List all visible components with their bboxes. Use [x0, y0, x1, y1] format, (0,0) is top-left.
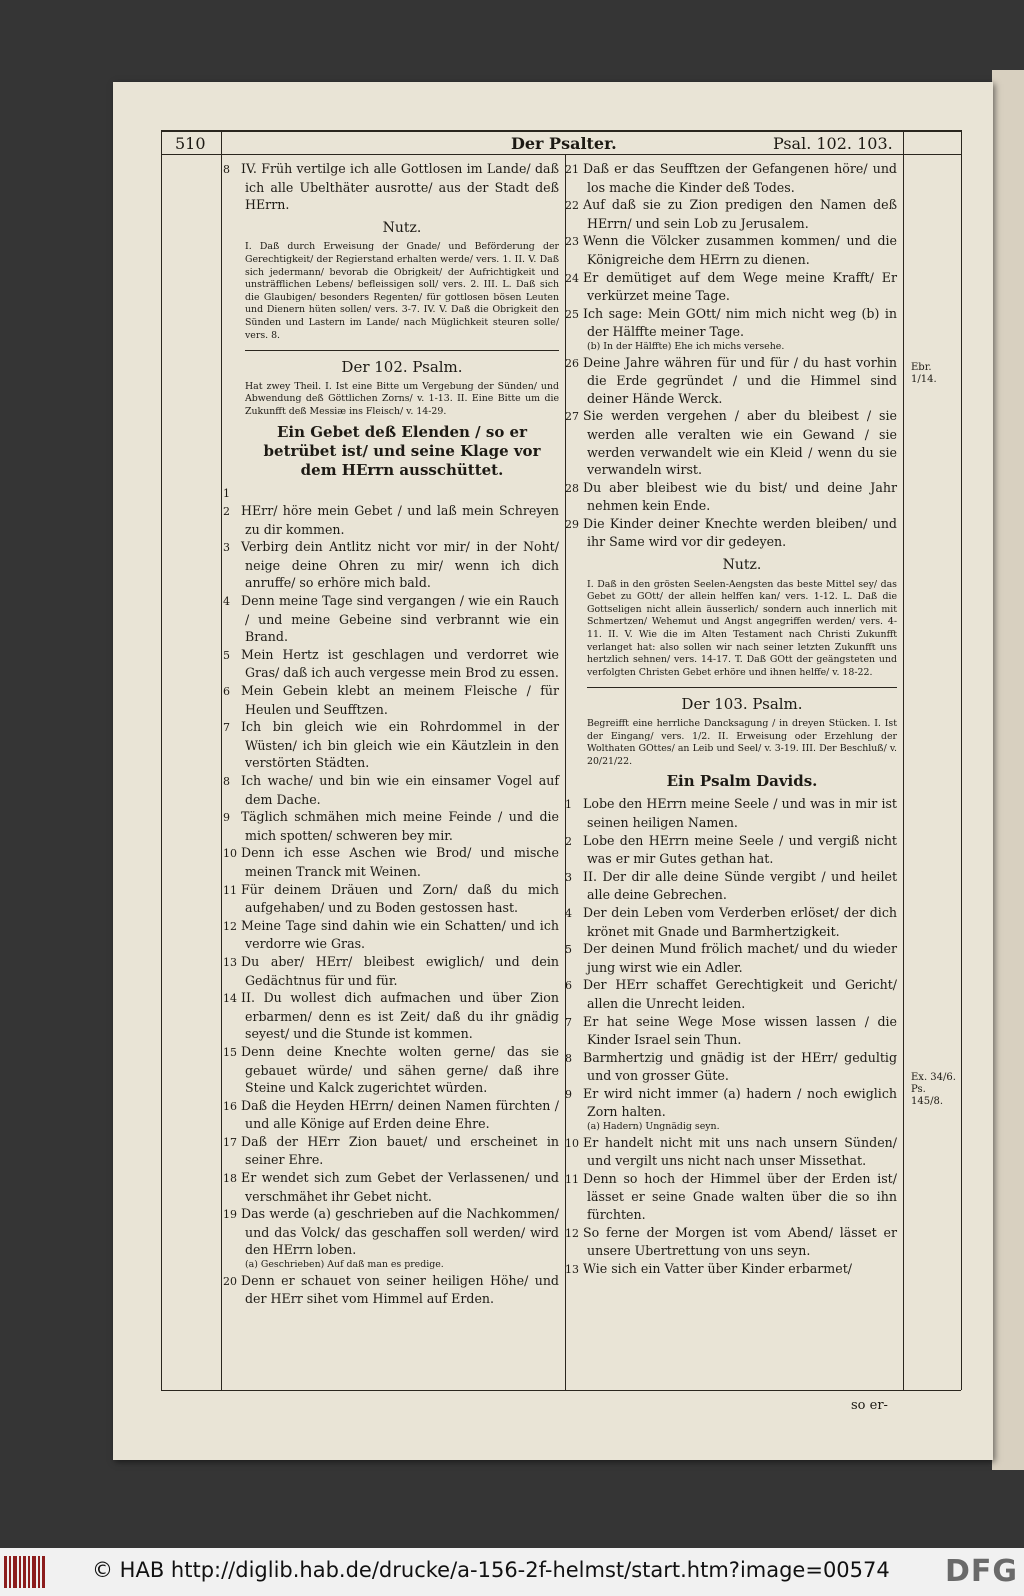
verse [223, 502, 559, 538]
page-frame-center [565, 154, 566, 1390]
verse [565, 795, 897, 831]
verse-text: Der deinen Mund frölich machet/ und du wieder jung wirst wie ein Adler. [583, 941, 897, 975]
verse-text: (a) Geschrieben) Auf daß man es predige. [245, 1259, 444, 1271]
verse-text: Ich sage: Mein GOtt/ nim mich nicht weg (b) in der Hälffte meiner Tage. [583, 305, 897, 340]
verse-number: 5 [565, 943, 572, 957]
verse-text: Die Kinder deiner Knechte werden bleiben/ und ihr Same wird vor dir gedeyen. [583, 515, 897, 550]
verse-number: 26 [565, 356, 579, 370]
page-frame-left [161, 130, 162, 1390]
footnote [587, 1121, 897, 1134]
verse [565, 1260, 897, 1279]
psalm-102-heading: Ein Gebet deß Elenden / so er betrübet ist/ und seine Klage vor dem HErrn ausschüttet. [263, 422, 541, 479]
section-marker: IV. [241, 161, 257, 176]
verse [565, 269, 897, 305]
verse-number: 10 [565, 1136, 579, 1150]
verse-text: Das werde (a) geschrieben auf die Nachkommen/ und das Volck/ das geschaffen soll werden/ wird den HErrn loben. [241, 1206, 559, 1258]
footnote [245, 1259, 559, 1272]
verse-text: Wenn die Völcker zusammen kommen/ und die Königreiche dem HErrn zu dienen. [583, 233, 897, 267]
page-frame-header-bottom [161, 154, 961, 155]
verse-number: 1 [565, 798, 572, 812]
nutz-heading: Nutz. [382, 219, 422, 236]
verse [565, 1134, 897, 1170]
psalm-103-summary: Begreifft eine herrliche Dancksagung / in dreyen Stücken. I. Ist der Eingang/ vers. 1/2. II. Erweisung oder Erzehlung der Wolthaten GOttes/ an Leib und Seel/ v. 3-19. III. Der Beschluß/ v. 20/21/22. [587, 718, 897, 767]
verse [565, 1013, 897, 1049]
verse-number: 13 [223, 955, 237, 969]
verse-text: Daß die Heyden HErrn/ deinen Namen fürchten / und alle Könige auf Erden deine Ehre. [241, 1097, 559, 1132]
verse-number: 12 [565, 1226, 579, 1240]
verse [565, 479, 897, 515]
verse-text: Ich bin gleich wie ein Rohrdommel in der Wüsten/ ich bin gleich wie ein Käutzlein in den verstörten Städten. [241, 719, 559, 771]
verse-number: 21 [565, 163, 579, 176]
copyright-url[interactable]: © HAB http://diglib.hab.de/drucke/a-156-2f-helmst/start.htm?image=00574 [92, 1558, 890, 1582]
verse-text: Lobe den HErrn meine Seele / und was in mir ist seinen heiligen Namen. [583, 796, 897, 830]
verse-number: 11 [223, 883, 237, 897]
verse [565, 232, 897, 268]
section-divider [245, 350, 559, 351]
verse [565, 354, 897, 408]
verse-text: Er handelt nicht mit uns nach unsern Sünden/ und vergilt uns nicht nach unser Missethat. [583, 1134, 897, 1169]
page-frame-right [961, 130, 962, 1390]
verse-number: 10 [223, 847, 237, 861]
page-frame-inner-left [221, 130, 222, 1390]
verse-text: Du aber bleibest wie du bist/ und deine Jahr nehmen kein Ende. [583, 479, 897, 514]
verse [223, 989, 559, 1043]
verse [565, 407, 897, 478]
verse-text: Denn ich esse Aschen wie Brod/ und mische meinen Tranck mit Weinen. [241, 845, 559, 879]
verse-number: 24 [565, 271, 579, 285]
verse-number: 4 [223, 595, 230, 609]
right-column [565, 160, 897, 1278]
verse [565, 832, 897, 868]
verse-text: Mein Gebein klebt an meinem Fleische / für Heulen und Seufftzen. [241, 683, 559, 717]
psalm-102-summary: Hat zwey Theil. I. Ist eine Bitte um Vergebung der Sünden/ und Abwendung deß Göttlichen Zorns/ v. 1-13. II. Eine Bitte um die Zukunfft deß Messiæ ins Fleisch/ v. 14-29. [245, 380, 559, 417]
nutz-text: I. Daß in den grösten Seelen-Aengsten das beste Mittel sey/ das Gebet zu GOtt/ der allein helffen kan/ vers. 1-12. L. Daß die Gottseligen nicht allein äusserlich/ sondern auch innerlich mit Schmertzen/ Wehemut und Angst angegriffen werden/ vers. 4-11. II. V. Wie die im Alten Testament nach Christi Zukunfft verlanget hat: also sollen wir nach seiner letzten Zukunfft uns hertzlich sehnen/ vers. 14-17. T. Daß GOtt der geängsteten und verfolgten Christen Gebet erhöre und ihnen helffe/ v. 18-22. [587, 578, 897, 678]
verse-number: 8 [223, 163, 230, 176]
verse-number: 22 [565, 199, 579, 213]
verse-number: 28 [565, 481, 579, 495]
psalm-103-title: Der 103. Psalm. [681, 695, 803, 714]
verse-text: Für deinem Dräuen und Zorn/ daß du mich aufgehaben/ und zu Boden gestossen hast. [241, 881, 559, 916]
verse-number: 14 [223, 992, 237, 1006]
verse-number: 9 [565, 1087, 572, 1101]
verse-number: 17 [223, 1135, 237, 1149]
verse [565, 160, 897, 196]
verse [223, 1097, 559, 1133]
verse-text: Daß der HErr Zion bauet/ und erscheinet in seiner Ehre. [241, 1133, 559, 1168]
psalm-102-verses-continued [565, 160, 897, 551]
psalm-102-title: Der 102. Psalm. [341, 358, 463, 377]
footnote [587, 341, 897, 354]
library-barcode-icon [4, 1556, 48, 1588]
verse-number: 2 [565, 834, 572, 848]
dfg-logo: DFG [944, 1554, 1018, 1589]
verse-text: Sie werden vergehen / aber du bleibest / sie werden alle veralten wie ein Gewand / sie werden verwandelt wie ein Kleid / wenn du sie verwandeln wirst. [583, 408, 897, 478]
verse [223, 917, 559, 953]
verse [223, 1133, 559, 1169]
verse-text: Du aber/ HErr/ bleibest ewiglich/ und dein Gedächtnus für und für. [241, 953, 559, 988]
section-divider [587, 687, 897, 688]
verse-number: 2 [223, 505, 230, 519]
verse [223, 844, 559, 880]
verse [223, 718, 559, 772]
verse-text: Ich wache/ und bin wie ein einsamer Vogel auf dem Dache. [241, 773, 559, 807]
verse-number: 16 [223, 1099, 237, 1113]
verse [223, 646, 559, 682]
verse [223, 1043, 559, 1097]
verse-text: HErr/ höre mein Gebet / und laß mein Schreyen zu dir kommen. [241, 503, 559, 537]
verse-number: 23 [565, 235, 579, 249]
verse [565, 868, 897, 904]
margin-note-ebr: Ebr. 1/14. [911, 362, 937, 385]
verse-text: Der HErr schaffet Gerechtigkeit und Gericht/ allen die Unrecht leiden. [583, 977, 897, 1011]
verse-text: Mein Hertz ist geschlagen und verdorret wie Gras/ daß ich auch vergesse mein Brod zu essen. [241, 646, 559, 681]
verse-number: 3 [565, 870, 572, 884]
verse [223, 881, 559, 917]
verse [565, 1170, 897, 1224]
verse-text: Denn so hoch der Himmel über der Erden ist/ lässet er seine Gnade walten über die so ihn fürchten. [583, 1170, 897, 1223]
verse-number: 9 [223, 811, 230, 825]
verse [223, 772, 559, 808]
verse-number: 6 [223, 685, 230, 699]
verse-number: 6 [565, 979, 572, 993]
verse-text: Er wird nicht immer (a) hadern / noch ewiglich Zorn halten. [583, 1085, 897, 1120]
verse-number: 19 [223, 1208, 237, 1222]
book-page [113, 82, 993, 1460]
verse-text: Der dein Leben vom Verderben erlöset/ der dich krönet mit Gnade und Barmhertzigkeit. [583, 904, 897, 939]
verse [565, 940, 897, 976]
verse [223, 953, 559, 989]
verse-number: 15 [223, 1045, 237, 1059]
running-psalm-range: Psal. 102. 103. [773, 134, 893, 153]
verse-number: 7 [223, 721, 230, 735]
verse-number: 18 [223, 1172, 237, 1186]
verse-number: 4 [565, 906, 572, 920]
left-column [223, 160, 559, 1308]
verse-number: 27 [565, 410, 579, 424]
verse-text: So ferne der Morgen ist vom Abend/ lässet er unsere Ubertrettung von uns seyn. [583, 1224, 897, 1259]
verse-text: Er hat seine Wege Mose wissen lassen / die Kinder Israel sein Thun. [583, 1013, 897, 1048]
verse [223, 592, 559, 646]
page-number: 510 [175, 134, 206, 153]
verse [223, 484, 559, 503]
verse-number: 11 [565, 1172, 579, 1186]
nutz-text: I. Daß durch Erweisung der Gnade/ und Beförderung der Gerechtigkeit/ der Regierstand erhalten werde/ vers. 1. II. V. Daß sich jedermann/ bevorab die Obrigkeit/ der Aufrichtigkeit und unsträfflichen Lebens/ befleissigen soll/ vers. 2. III. L. Daß sich die Glaubigen/ besonders Regenten/ für gottlosen bösen Leuten und Dienern hüten sollen/ vers. 3-7. IV. V. Daß die Obrigkeit den Sünden und Lastern im Lande/ nach Müglichkeit steuren solle/ vers. 8. [245, 241, 559, 341]
verse-number: 8 [223, 775, 230, 788]
page-frame-inner-right [903, 130, 904, 1390]
catchword: so er- [851, 1398, 888, 1413]
verse [565, 515, 897, 551]
verse [223, 682, 559, 718]
verse [223, 1205, 559, 1259]
verse [565, 196, 897, 232]
page-frame-top [161, 130, 961, 132]
verse-number: 5 [223, 648, 230, 662]
verse-number: 8 [565, 1051, 572, 1065]
verse-number: 29 [565, 517, 579, 531]
verse-text: Er wendet sich zum Gebet der Verlassenen/ und verschmähet ihr Gebet nicht. [241, 1170, 559, 1204]
verse-number: 12 [223, 919, 237, 933]
verse-text: Auf daß sie zu Zion predigen den Namen deß HErrn/ und sein Lob zu Jerusalem. [583, 197, 897, 231]
verse [565, 305, 897, 341]
verse-text: Deine Jahre währen für und für / du hast vorhin die Erde gegründet / und die Himmel sind deiner Hände Werck. [583, 354, 897, 406]
verse-text: Täglich schmähen mich meine Feinde / und die mich spotten/ schweren bey mir. [241, 809, 559, 843]
verse-text: Wie sich ein Vatter über Kinder erbarmet/ [583, 1260, 853, 1276]
verse-text: (a) Hadern) Ungnädig seyn. [587, 1121, 720, 1133]
verse-number: 1 [223, 486, 230, 500]
running-title: Der Psalter. [511, 134, 617, 153]
verse [565, 1085, 897, 1121]
verse [565, 976, 897, 1012]
verse-text: Daß er das Seufftzen der Gefangenen höre/ und los mache die Kinder deß Todes. [583, 161, 897, 195]
verse [223, 1169, 559, 1205]
footer-bar [0, 1548, 1024, 1596]
verse-text: Früh vertilge ich alle Gottlosen im Lande/ daß ich alle Ubelthäter ausrotte/ aus der Stadt deß HErrn. [245, 161, 559, 213]
verse-text: Verbirg dein Antlitz nicht vor mir/ in der Noht/ neige deine Ohren zu mir/ wenn ich dich anruffe/ so erhöre mich bald. [241, 539, 559, 591]
verse-text: II. Der dir alle deine Sünde vergibt / und heilet alle deine Gebrechen. [583, 868, 897, 903]
verse [223, 808, 559, 844]
verse-number: 20 [223, 1274, 237, 1288]
verse [223, 538, 559, 592]
verse-text: II. Du wollest dich aufmachen und über Zion erbarmen/ denn es ist Zeit/ daß du ihr gnädig seyest/ und die Stunde ist kommen. [241, 990, 559, 1042]
next-page-edge [992, 70, 1024, 1470]
verse-text: (b) In der Hälffte) Ehe ich michs versehe. [587, 340, 785, 352]
verse-text: Denn deine Knechte wolten gerne/ das sie gebauet würde/ und sähen gerne/ daß ihre Steine und Kalck zugerichtet würden. [241, 1043, 559, 1096]
verse-text: Denn er schauet von seiner heiligen Höhe/ und der HErr sihet vom Himmel auf Erden. [241, 1272, 559, 1307]
nutz-heading: Nutz. [722, 557, 762, 574]
verse-text: Barmhertzig und gnädig ist der HErr/ gedultig und von grosser Güte. [583, 1049, 897, 1084]
verse-text: Denn meine Tage sind vergangen / wie ein Rauch / und meine Gebeine sind verbrannt wie ein Brand. [241, 593, 559, 645]
verse-text: Lobe den HErrn meine Seele / und vergiß nicht was er mir Gutes gethan hat. [583, 832, 897, 867]
verse-number: 13 [565, 1262, 579, 1276]
verse [565, 904, 897, 940]
verse [565, 1049, 897, 1085]
verse-number: 25 [565, 307, 579, 321]
margin-note-ex: Ex. 34/6. Ps. 145/8. [911, 1072, 956, 1107]
psalm-102-verses [223, 484, 559, 1308]
verse-text: Er demütiget auf dem Wege meine Krafft/ Er verkürzet meine Tage. [583, 269, 897, 304]
verse-number: 3 [223, 541, 230, 555]
verse-101-8 [223, 160, 559, 214]
page-frame-bottom [161, 1390, 961, 1391]
verse-number: 7 [565, 1015, 572, 1029]
verse [565, 1224, 897, 1260]
psalm-103-heading: Ein Psalm Davids. [666, 772, 818, 791]
verse [223, 1272, 559, 1308]
psalm-103-verses [565, 795, 897, 1278]
verse-text: Meine Tage sind dahin wie ein Schatten/ und ich verdorre wie Gras. [241, 917, 559, 952]
